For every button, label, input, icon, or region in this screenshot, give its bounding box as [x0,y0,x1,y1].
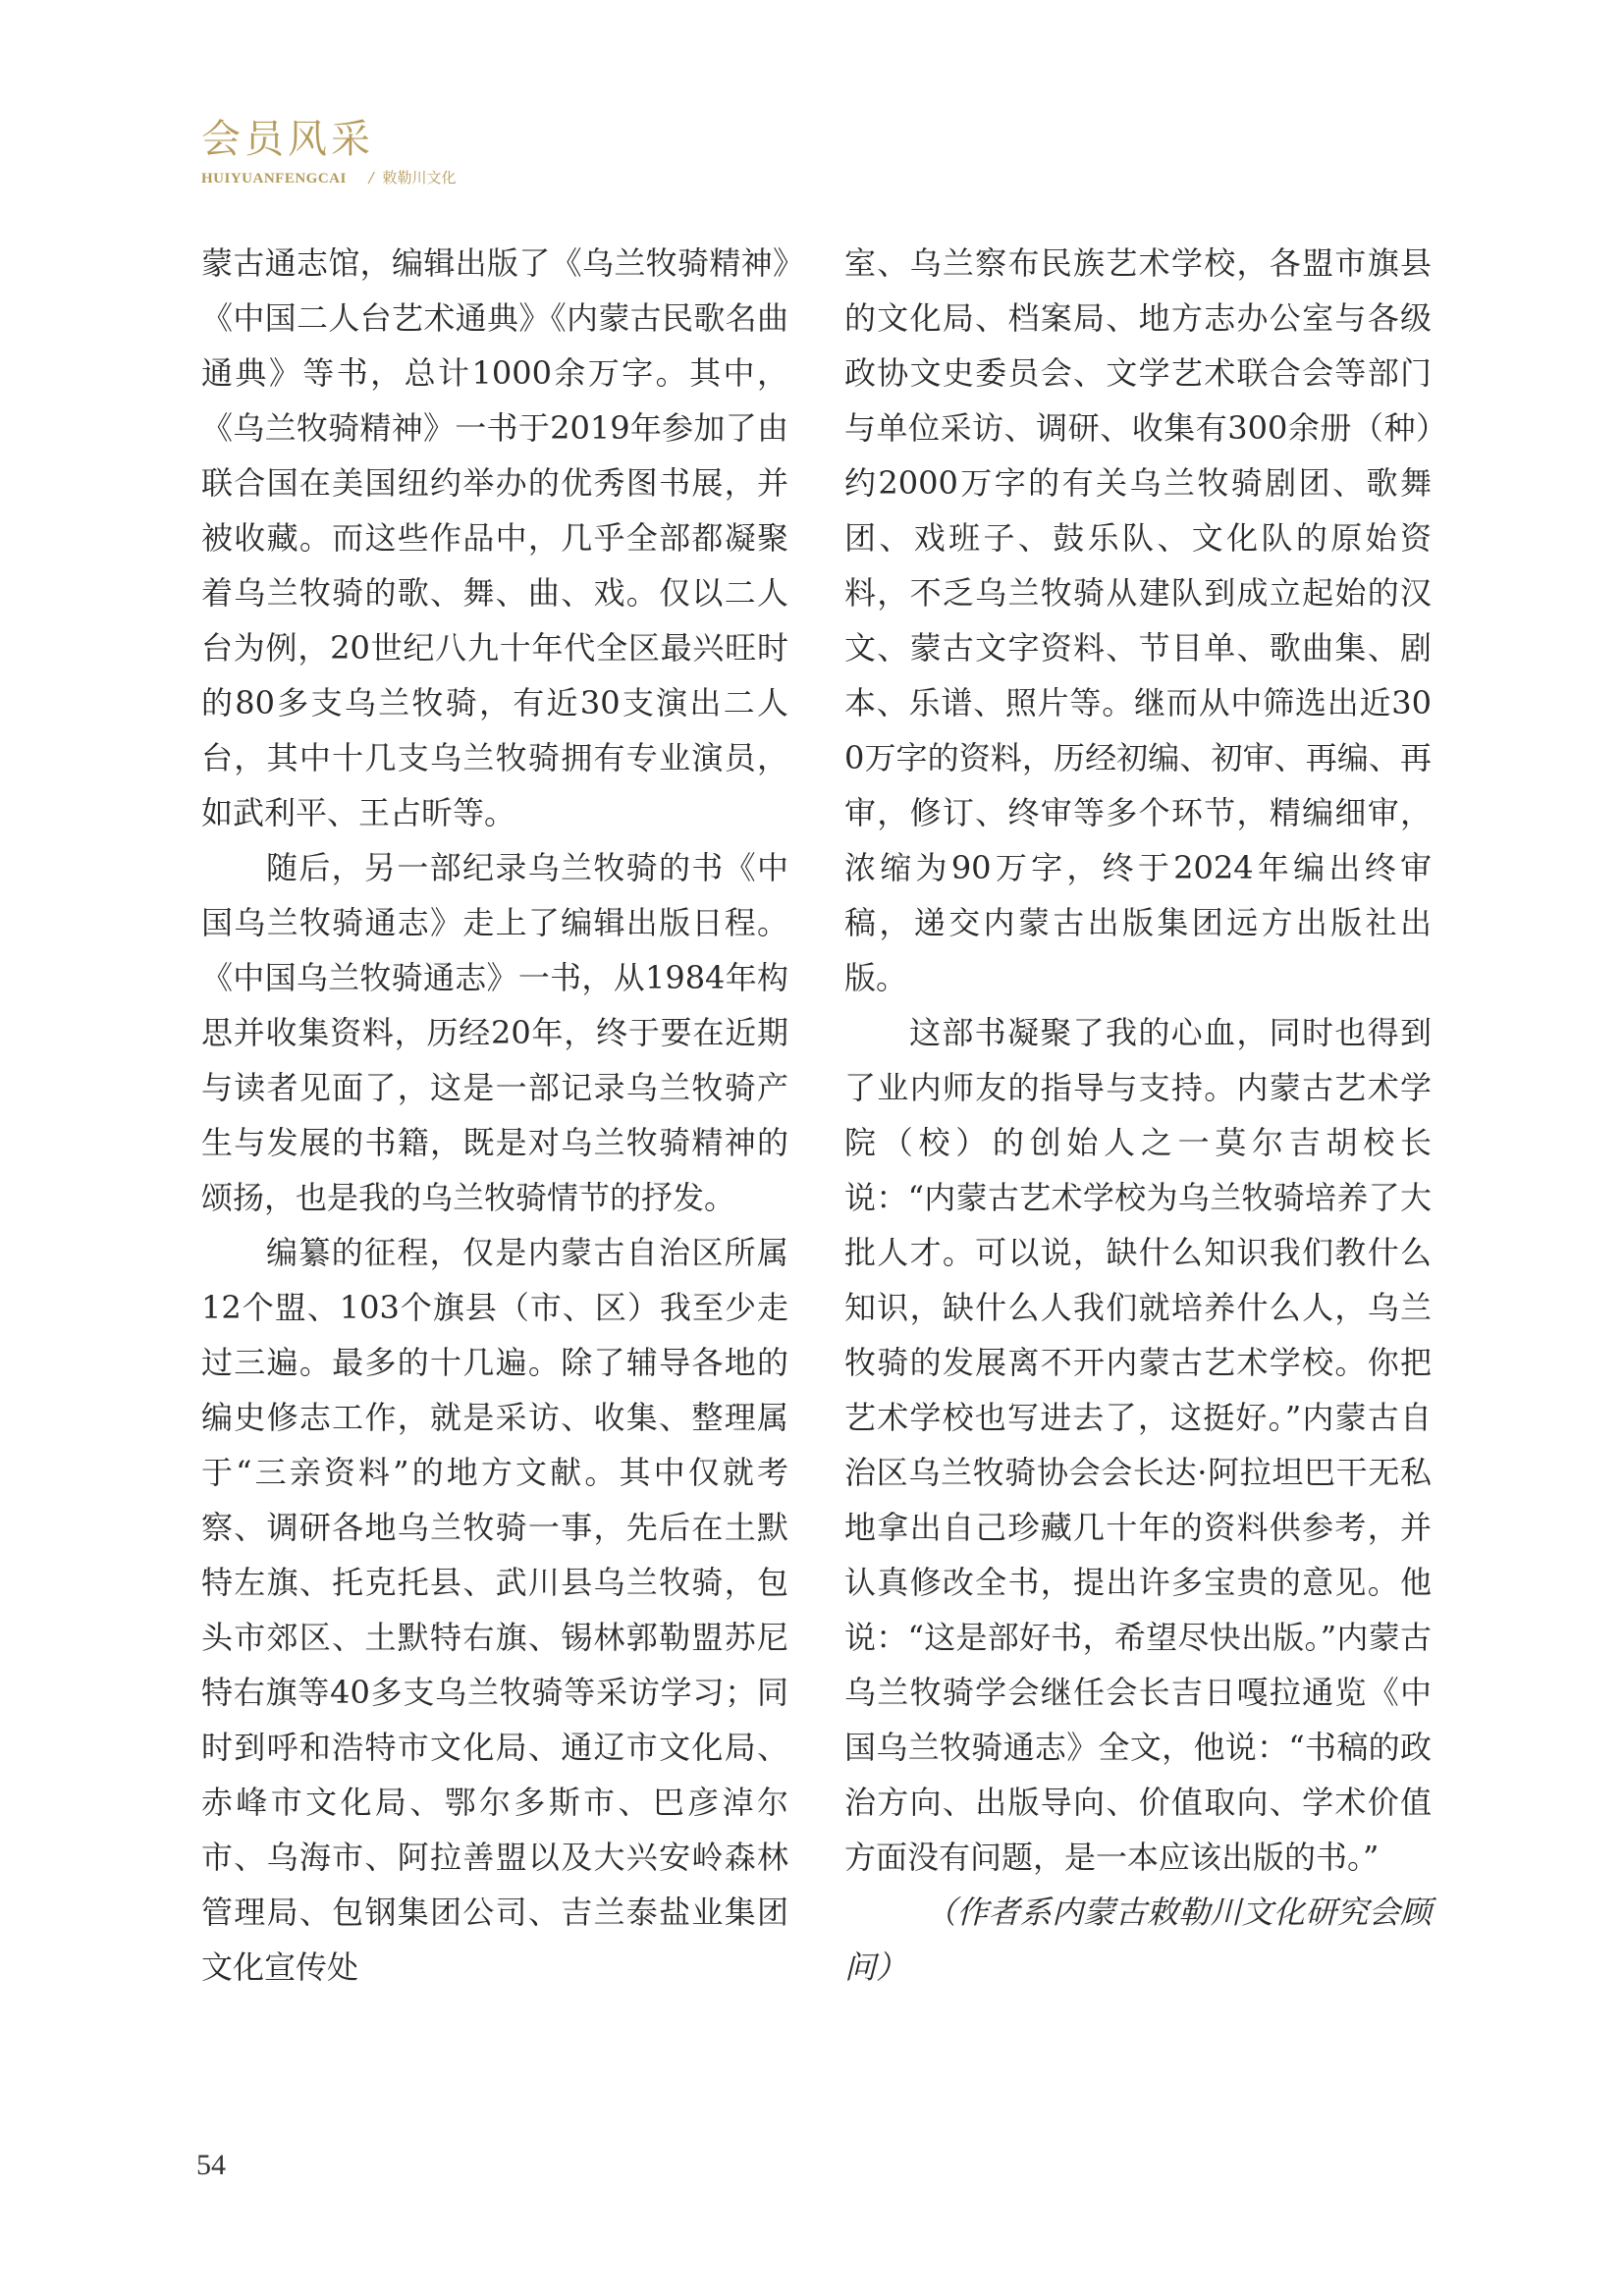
body-paragraph: 编纂的征程，仅是内蒙古自治区所属12个盟、103个旗县（市、区）我至少走过三遍。最多的十几遍。除了辅导各地的编史修志工作，就是采访、收集、整理属于“三亲资料”的地方文献。其中仅就考察、调研各地乌兰牧骑一事，先后在土默特左旗、托克托县、武川县乌兰牧骑，包头市郊区、土默特右旗、锡林郭勒盟苏尼特右旗等40多支乌兰牧骑等采访学习；同时到呼和浩特市文化局、通辽市文化局、赤峰市文化局、鄂尔多斯市、巴彦淖尔市、乌海市、阿拉善盟以及大兴安岭森林管理局、包钢集团公司、吉兰泰盐业集团文化宣传处 [201,1234,788,1986]
page-number: 54 [196,2149,226,2181]
body-paragraph: 蒙古通志馆，编辑出版了《乌兰牧骑精神》《中国二人台艺术通典》《内蒙古民歌名曲通典》等书，总计1000余万字。其中，《乌兰牧骑精神》一书于2019年参加了由联合国在美国纽约举办的优秀图书展，并被收藏。而这些作品中，几乎全部都凝聚着乌兰牧骑的歌、舞、曲、戏。仅以二人台为例，20世纪八九十年代全区最兴旺时的80多支乌兰牧骑，有近30支演出二人台，其中十几支乌兰牧骑拥有专业演员，如武利平、王占昕等。 [201,244,788,831]
section-pinyin: HUIYUANFENGCAI [201,171,347,187]
body-paragraph: 室、乌兰察布民族艺术学校，各盟市旗县的文化局、档案局、地方志办公室与各级政协文史委员会、文学艺术联合会等部门与单位采访、调研、收集有300余册（种）约2000万字的有关乌兰牧骑剧团、歌舞团、戏班子、鼓乐队、文化队的原始资料，不乏乌兰牧骑从建队到成立起始的汉文、蒙古文字资料、节目单、歌曲集、剧本、乐谱、照片等。继而从中筛选出近300万字的资料，历经初编、初审、再编、再审，修订、终审等多个环节，精编细审，浓缩为90万字，终于2024年编出终审稿，递交内蒙古出版集团远方出版社出版。 [844,244,1432,996]
author-note: （作者系内蒙古敕勒川文化研究会顾问） [844,1894,1432,1986]
section-subtitle [201,169,790,187]
magazine-name: 敕勒川文化 [382,169,457,187]
body-paragraph: 这部书凝聚了我的心血，同时也得到了业内师友的指导与支持。内蒙古艺术学院（校）的创始人之一莫尔吉胡校长说：“内蒙古艺术学校为乌兰牧骑培养了大批人才。可以说，缺什么知识我们教什么知识，缺什么人我们就培养什么人，乌兰牧骑的发展离不开内蒙古艺术学校。你把艺术学校也写进去了，这挺好。”内蒙古自治区乌兰牧骑协会会长达·阿拉坦巴干无私地拿出自己珍藏几十年的资料供参考，并认真修改全书，提出许多宝贵的意见。他说：“这是部好书，希望尽快出版。”内蒙古乌兰牧骑学会继任会长吉日嘎拉通览《中国乌兰牧骑通志》全文，他说：“书稿的政治方向、出版导向、价值取向、学术价值方面没有问题，是一本应该出版的书。” [844,1014,1432,1876]
header-slash-divider: / [368,169,374,187]
page-header [201,116,790,187]
right-text-column [844,236,1432,1995]
body-paragraph: 随后，另一部纪录乌兰牧骑的书《中国乌兰牧骑通志》走上了编辑出版日程。《中国乌兰牧骑通志》一书，从1984年构思并收集资料，历经20年，终于要在近期与读者见面了，这是一部记录乌兰牧骑产生与发展的书籍，既是对乌兰牧骑精神的颂扬，也是我的乌兰牧骑情节的抒发。 [201,849,788,1216]
left-text-column [201,236,788,1995]
section-title: 会员风采 [201,117,374,162]
